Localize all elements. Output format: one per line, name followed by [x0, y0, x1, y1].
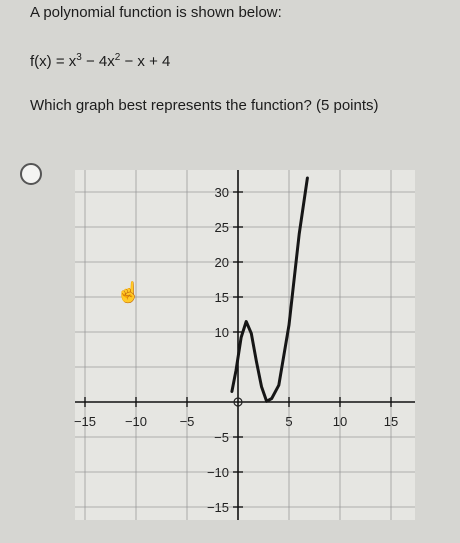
x-tick-label: 15	[383, 414, 399, 429]
x-tick-label: −5	[179, 414, 195, 429]
y-tick-label: 20	[214, 255, 229, 270]
y-tick-label: −10	[206, 465, 229, 480]
x-tick-label: 10	[332, 414, 348, 429]
y-tick-label: 25	[214, 220, 229, 235]
question-title: A polynomial function is shown below:	[30, 4, 282, 21]
y-tick-label: 15	[214, 290, 229, 305]
exponent-squared: 2	[114, 52, 121, 63]
plot-area	[75, 170, 415, 520]
y-tick-label: 30	[214, 185, 229, 200]
function-lhs: f(x) = x	[30, 53, 77, 70]
function-mid: − 4x	[81, 53, 115, 70]
y-tick-label: −15	[206, 500, 229, 515]
y-tick-label: −5	[214, 430, 229, 445]
x-tick-label: 5	[285, 414, 293, 429]
question-prompt: Which graph best represents the function? (5 points)	[30, 97, 379, 114]
hand-pointer-icon: ☝	[116, 282, 141, 304]
function-rhs: − x + 4	[120, 53, 171, 70]
x-tick-label: −15	[73, 414, 97, 429]
x-tick-label: −10	[124, 414, 148, 429]
exponent-cubed: 3	[76, 52, 82, 63]
y-tick-label: 10	[214, 325, 229, 340]
